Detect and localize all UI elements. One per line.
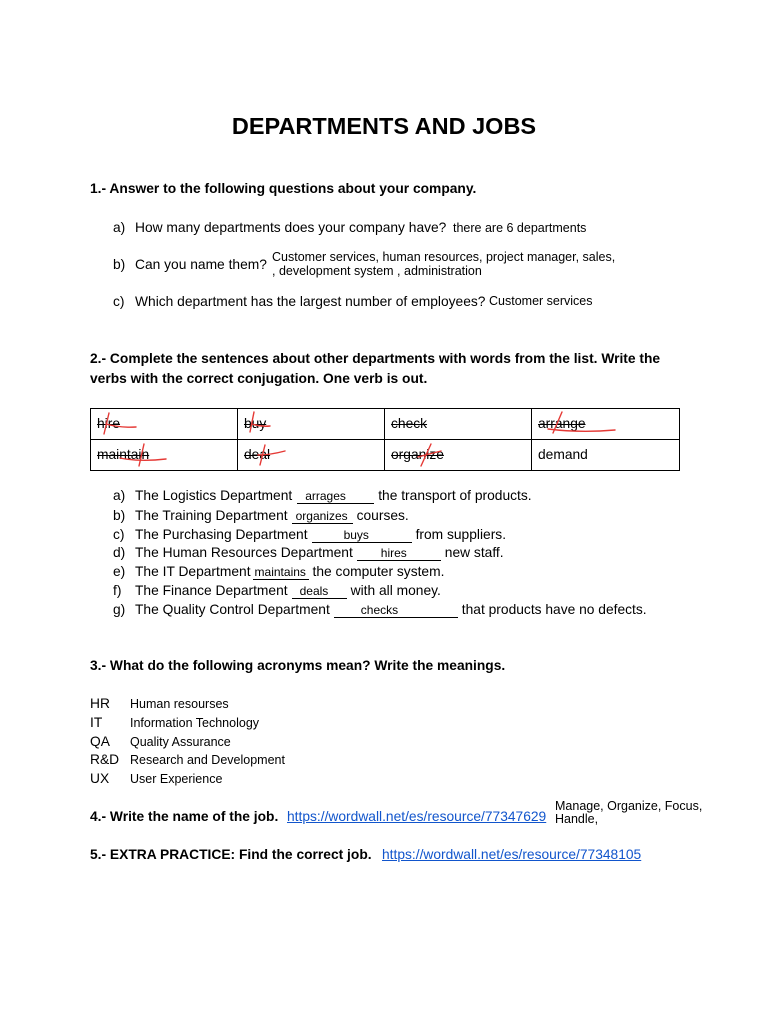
section-1-heading: 1.- Answer to the following questions about your company. bbox=[90, 181, 477, 196]
filled-answer: maintains bbox=[254, 565, 306, 579]
answer-blank bbox=[292, 585, 347, 599]
sentence-end: new staff. bbox=[444, 545, 504, 560]
question-text: Can you name them? bbox=[135, 257, 267, 272]
sentence-start: The Logistics Department bbox=[135, 488, 293, 503]
sentence-f bbox=[113, 583, 441, 599]
acronym-row bbox=[90, 715, 259, 731]
wordwall-link-job-names[interactable]: https://wordwall.net/es/resource/77347629 bbox=[287, 809, 547, 824]
sentence-end: with all money. bbox=[350, 583, 441, 598]
sentence-start: The Quality Control Department bbox=[135, 602, 330, 617]
item-letter: b) bbox=[113, 257, 126, 272]
question-b bbox=[113, 257, 267, 273]
heading-line: verbs with the correct conjugation. One verb is out. bbox=[90, 371, 428, 386]
answer-blank bbox=[334, 604, 458, 618]
wordwall-link-extra-practice[interactable]: https://wordwall.net/es/resource/77348105 bbox=[382, 847, 642, 862]
answer-b bbox=[272, 250, 615, 278]
sentence-end: from suppliers. bbox=[415, 527, 507, 542]
answer-line: there are 6 departments bbox=[453, 221, 587, 235]
word-cell bbox=[91, 409, 238, 440]
answer-a bbox=[453, 221, 586, 235]
item-letter: c) bbox=[113, 294, 125, 309]
answer-c bbox=[489, 294, 593, 308]
section-3-heading: 3.- What do the following acronyms mean? Write the meanings. bbox=[90, 658, 506, 673]
acronym-meaning: Research and Development bbox=[130, 753, 285, 767]
word-row bbox=[91, 409, 680, 440]
item-letter: c) bbox=[113, 527, 125, 542]
answer-blank bbox=[297, 490, 374, 504]
question-c bbox=[113, 294, 485, 310]
handwritten-note bbox=[555, 800, 702, 826]
sentence-e bbox=[113, 564, 444, 580]
acronym-meaning: Human resourses bbox=[130, 697, 229, 711]
filled-answer: deals bbox=[299, 584, 329, 598]
word-hire: hire bbox=[97, 416, 121, 431]
word-deal: deal bbox=[244, 447, 271, 462]
item-letter: f) bbox=[113, 583, 122, 598]
acronym-meaning: Information Technology bbox=[130, 716, 260, 730]
item-letter: a) bbox=[113, 220, 126, 235]
filled-answer: buys bbox=[343, 528, 369, 542]
word-arrange: arrange bbox=[538, 416, 586, 431]
filled-answer: organizes bbox=[295, 509, 348, 523]
word-demand: demand bbox=[538, 447, 588, 462]
filled-answer: checks bbox=[360, 603, 399, 617]
section-5-heading: 5.- EXTRA PRACTICE: Find the correct job. bbox=[90, 847, 372, 862]
sentence-start: The Finance Department bbox=[135, 583, 288, 598]
acronym: HR bbox=[90, 696, 110, 711]
heading-line: 2.- Complete the sentences about other departments with words from the list. Write the bbox=[90, 351, 661, 366]
answer-blank bbox=[357, 547, 441, 561]
word-cell bbox=[238, 409, 385, 440]
note-line: Manage, Organize, Focus, bbox=[555, 799, 703, 813]
sentence-d bbox=[113, 545, 504, 561]
sentence-c bbox=[113, 527, 506, 543]
acronym-row bbox=[90, 696, 229, 712]
word-cell bbox=[385, 440, 532, 471]
sentence-a bbox=[113, 488, 532, 504]
word-row bbox=[91, 440, 680, 471]
question-text: How many departments does your company have? bbox=[135, 220, 447, 235]
sentence-end: courses. bbox=[356, 508, 409, 523]
acronym-row bbox=[90, 734, 231, 750]
word-cell bbox=[532, 440, 680, 471]
note-line: Handle, bbox=[555, 812, 599, 826]
sentence-end: the computer system. bbox=[312, 564, 445, 579]
sentence-end: that products have no defects. bbox=[461, 602, 647, 617]
acronym-meaning: Quality Assurance bbox=[130, 735, 231, 749]
word-organize: organize bbox=[391, 447, 444, 462]
acronym-row bbox=[90, 771, 222, 787]
sentence-start: The Human Resources Department bbox=[135, 545, 353, 560]
acronym: UX bbox=[90, 771, 110, 786]
section-2-heading bbox=[90, 349, 660, 389]
filled-answer: hires bbox=[380, 546, 407, 560]
answer-blank bbox=[292, 510, 353, 524]
question-a bbox=[113, 220, 446, 236]
answer-line: Customer services bbox=[489, 294, 593, 308]
answer-blank bbox=[253, 566, 309, 580]
sentence-g bbox=[113, 602, 647, 618]
word-list-table bbox=[90, 408, 680, 471]
page-title: DEPARTMENTS AND JOBS bbox=[231, 113, 537, 139]
word-cell bbox=[532, 409, 680, 440]
word-cell bbox=[238, 440, 385, 471]
item-letter: a) bbox=[113, 488, 126, 503]
sentence-b bbox=[113, 508, 409, 524]
answer-blank bbox=[312, 529, 412, 543]
acronym: IT bbox=[90, 715, 103, 730]
sentence-start: The Training Department bbox=[135, 508, 288, 523]
item-letter: b) bbox=[113, 508, 126, 523]
sentence-end: the transport of products. bbox=[378, 488, 532, 503]
item-letter: g) bbox=[113, 602, 126, 617]
sentence-start: The IT Department bbox=[135, 564, 251, 579]
acronym: QA bbox=[90, 734, 110, 749]
filled-answer: arrages bbox=[305, 489, 346, 503]
word-cell bbox=[91, 440, 238, 471]
word-cell bbox=[385, 409, 532, 440]
word-buy: buy bbox=[244, 416, 267, 431]
section-4-heading: 4.- Write the name of the job. bbox=[90, 809, 279, 824]
acronym-row bbox=[90, 752, 285, 768]
answer-line: , development system , administration bbox=[272, 264, 482, 278]
sentence-start: The Purchasing Department bbox=[135, 527, 308, 542]
question-text: Which department has the largest number of employees? bbox=[135, 294, 486, 309]
answer-line: Customer services, human resources, project manager, sales, bbox=[272, 250, 616, 264]
word-check: check bbox=[391, 416, 428, 431]
acronym-meaning: User Experience bbox=[130, 772, 223, 786]
item-letter: d) bbox=[113, 545, 126, 560]
item-letter: e) bbox=[113, 564, 126, 579]
word-maintain: maintain bbox=[97, 447, 150, 462]
acronym: R&D bbox=[90, 752, 120, 767]
